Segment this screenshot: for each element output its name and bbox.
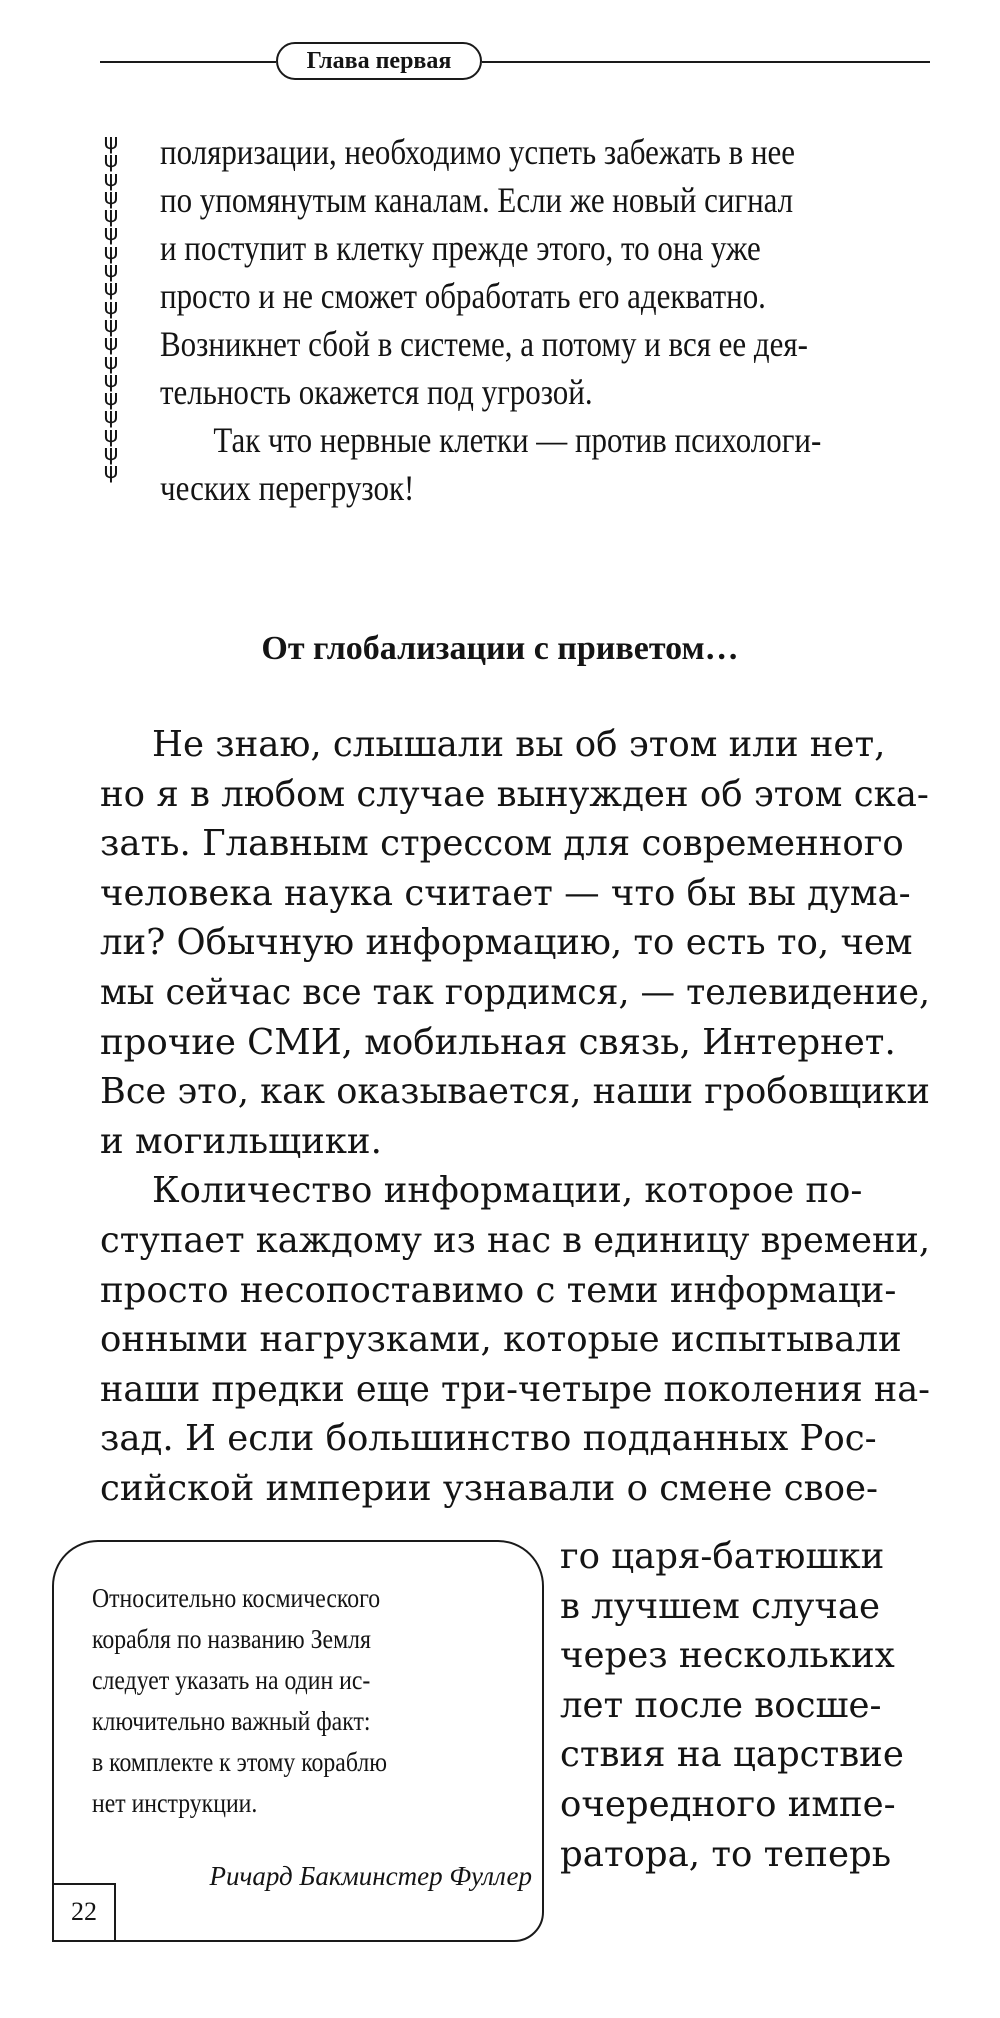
- text-line: поляризации, необходимо успеть забежать в нее: [160, 132, 796, 172]
- quote-line: Относительно космического: [92, 1583, 381, 1613]
- quote-text: [92, 1578, 532, 1824]
- ornament-glyph: ψ: [103, 367, 119, 393]
- text-line: в лучшем случае: [560, 1585, 881, 1627]
- ornament-glyph: ψ: [103, 258, 119, 284]
- body-text: [100, 720, 930, 1514]
- text-line: ческих перегрузок!: [160, 468, 415, 508]
- text-line: но я в любом случае вынужден об этом ска-: [100, 773, 929, 815]
- ornament-glyph: ψ: [103, 349, 119, 375]
- text-line: человека наука считает — что бы вы дума-: [100, 872, 911, 914]
- quote-line: нет инструкции.: [92, 1788, 258, 1818]
- ornament-glyph: ψ: [103, 404, 119, 430]
- ornament-glyph: ψ: [103, 312, 119, 338]
- text-line: ступает каждому из нас в единицу времени,: [100, 1219, 931, 1261]
- text-line: просто несопоставимо с теми информаци-: [100, 1269, 897, 1311]
- ornament-glyph: ψ: [103, 276, 119, 302]
- text-line: Так что нервные клетки — против психологи-: [213, 420, 822, 460]
- quote-box: [52, 1540, 544, 1942]
- ornament-glyph: ψ: [103, 203, 119, 229]
- ornament-glyph: ψ: [103, 239, 119, 265]
- text-line: и могильщики.: [100, 1120, 382, 1162]
- text-line: онными нагрузками, которые испытывали: [100, 1319, 902, 1361]
- chapter-label: Глава первая: [276, 42, 482, 80]
- section-title: От глобализации с приветом…: [261, 630, 739, 667]
- header-rule-left: [100, 61, 276, 63]
- text-line: мы сейчас все так гордимся, — телевидение,: [100, 971, 931, 1013]
- ornament-glyph: ψ: [103, 130, 119, 155]
- text-line: Не знаю, слышали вы об этом или нет,: [152, 724, 886, 765]
- body-text-wrapped: [560, 1532, 940, 1879]
- text-line: очередного импе-: [560, 1783, 896, 1825]
- top-paragraph: [160, 128, 940, 512]
- ornament-glyph: ψ: [103, 441, 119, 467]
- text-line: Все это, как оказывается, наши гробовщики: [100, 1071, 930, 1113]
- text-line: Возникнет сбой в системе, а потому и вся ее дея-: [160, 324, 808, 364]
- text-line: наши предки еще три-четыре поколения на-: [100, 1368, 931, 1410]
- margin-ornament: [96, 130, 126, 485]
- text-line: по упомянутым каналам. Если же новый сигнал: [160, 180, 794, 220]
- ornament-glyph: ψ: [103, 331, 119, 357]
- text-line: тельность окажется под угрозой.: [160, 372, 593, 412]
- text-line: просто и не сможет обработать его адекватно.: [160, 276, 766, 316]
- page-number: 22: [52, 1883, 116, 1942]
- text-line: ствия на царствие: [560, 1734, 904, 1776]
- ornament-glyph: ψ: [103, 459, 119, 485]
- text-line: лет после восше-: [560, 1684, 882, 1726]
- quote-line: ключительно важный факт:: [92, 1706, 371, 1736]
- text-line: сийской империи узнавали о смене свое-: [100, 1467, 878, 1509]
- ornament-glyph: ψ: [103, 184, 119, 210]
- quote-author: Ричард Бакминстер Фуллер: [209, 1861, 532, 1891]
- text-line: зать. Главным стрессом для современного: [100, 823, 904, 865]
- ornament-glyph: ψ: [103, 166, 119, 192]
- text-line: и поступит в клетку прежде этого, то она уже: [160, 228, 761, 268]
- header-rule-right: [482, 61, 930, 63]
- quote-line: в комплекте к этому кораблю: [92, 1747, 387, 1777]
- ornament-glyph: ψ: [103, 386, 119, 412]
- ornament-glyph: ψ: [103, 221, 119, 247]
- ornament-glyph: ψ: [103, 148, 119, 174]
- ornament-glyph: ψ: [103, 294, 119, 320]
- text-line: прочие СМИ, мобильная связь, Интернет.: [100, 1021, 896, 1063]
- quote-line: следует указать на один ис-: [92, 1665, 371, 1695]
- text-line: ратора, то теперь: [560, 1833, 892, 1875]
- ornament-glyph: ψ: [103, 422, 119, 448]
- text-line: через нескольких: [560, 1635, 895, 1677]
- text-line: го царя-батюшки: [560, 1536, 885, 1577]
- text-line: Количество информации, которое по-: [152, 1170, 863, 1212]
- text-line: ли? Обычную информацию, то есть то, чем: [100, 922, 913, 964]
- quote-line: корабля по названию Земля: [92, 1624, 371, 1654]
- text-line: зад. И если большинство подданных Рос-: [100, 1418, 877, 1460]
